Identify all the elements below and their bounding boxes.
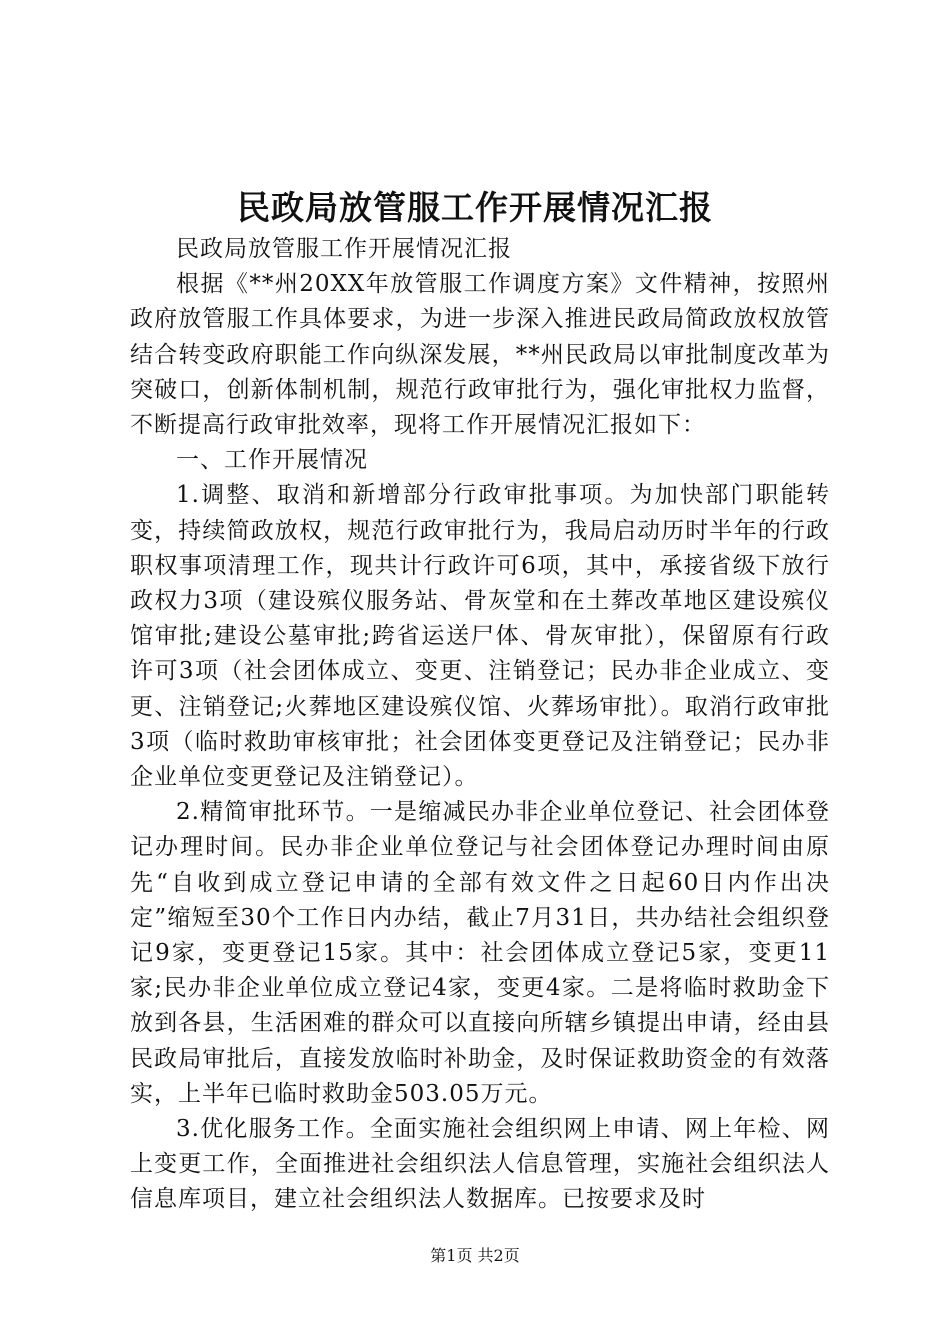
paragraph-item-2: 2.精简审批环节。一是缩减民办非企业单位登记、社会团体登记办理时间。民办非企业单位登记与社会团体登记办理时间由原先“自收到成立登记申请的全部有效文件之日起60日内作出决定”缩短至30个工作日内办结，截止7月31日，共办结社会组织登记9家，变更登记15家。其中：社会团体成立登记5家，变更11家;民办非企业单位成立登记4家，变更4家。二是将临时救助金下放到各县，生活困难的群众可以直接向所辖乡镇提出申请，经由县民政局审批后，直接发放临时补助金，及时保证救助资金的有效落实，上半年已临时救助金503.05万元。: [130, 799, 830, 1107]
section-heading: 一、工作开展情况: [176, 447, 368, 474]
document-title: 民政局放管服工作开展情况汇报: [237, 188, 713, 227]
paragraph-item-3: 3.优化服务工作。全面实施社会组织网上申请、网上年检、网上变更工作，全面推进社会组织法人信息管理，实施社会组织法人信息库项目，建立社会组织法人数据库。已按要求及时: [130, 1116, 830, 1213]
page-number-footer: 第1页 共2页: [430, 1246, 520, 1265]
document-body: [130, 232, 830, 1218]
paragraph-item-1: 1.调整、取消和新增部分行政审批事项。为加快部门职能转变，持续简政放权，规范行政审批行为，我局启动历时半年的行政职权事项清理工作，现共计行政许可6项，其中，承接省级下放行政权力3项（建设殡仪服务站、骨灰堂和在土葬改革地区建设殡仪馆审批;建设公墓审批;跨省运送尸体、骨灰审批），保留原有行政许可3项（社会团体成立、变更、注销登记；民办非企业成立、变更、注销登记;火葬地区建设殡仪馆、火葬场审批）。取消行政审批3项（临时救助审核审批；社会团体变更登记及注销登记；民办非企业单位变更登记及注销登记）。: [130, 482, 830, 791]
paragraph-intro: 根据《**州20XX年放管服工作调度方案》文件精神，按照州政府放管服工作具体要求，为进一步深入推进民政局简政放权放管结合转变政府职能工作向纵深发展，**州民政局以审批制度改革为突破口，创新体制机制，规范行政审批行为，强化审批权力监督，不断提高行政审批效率，现将工作开展情况汇报如下：: [130, 271, 830, 439]
paragraph-subtitle: 民政局放管服工作开展情况汇报: [176, 236, 512, 262]
